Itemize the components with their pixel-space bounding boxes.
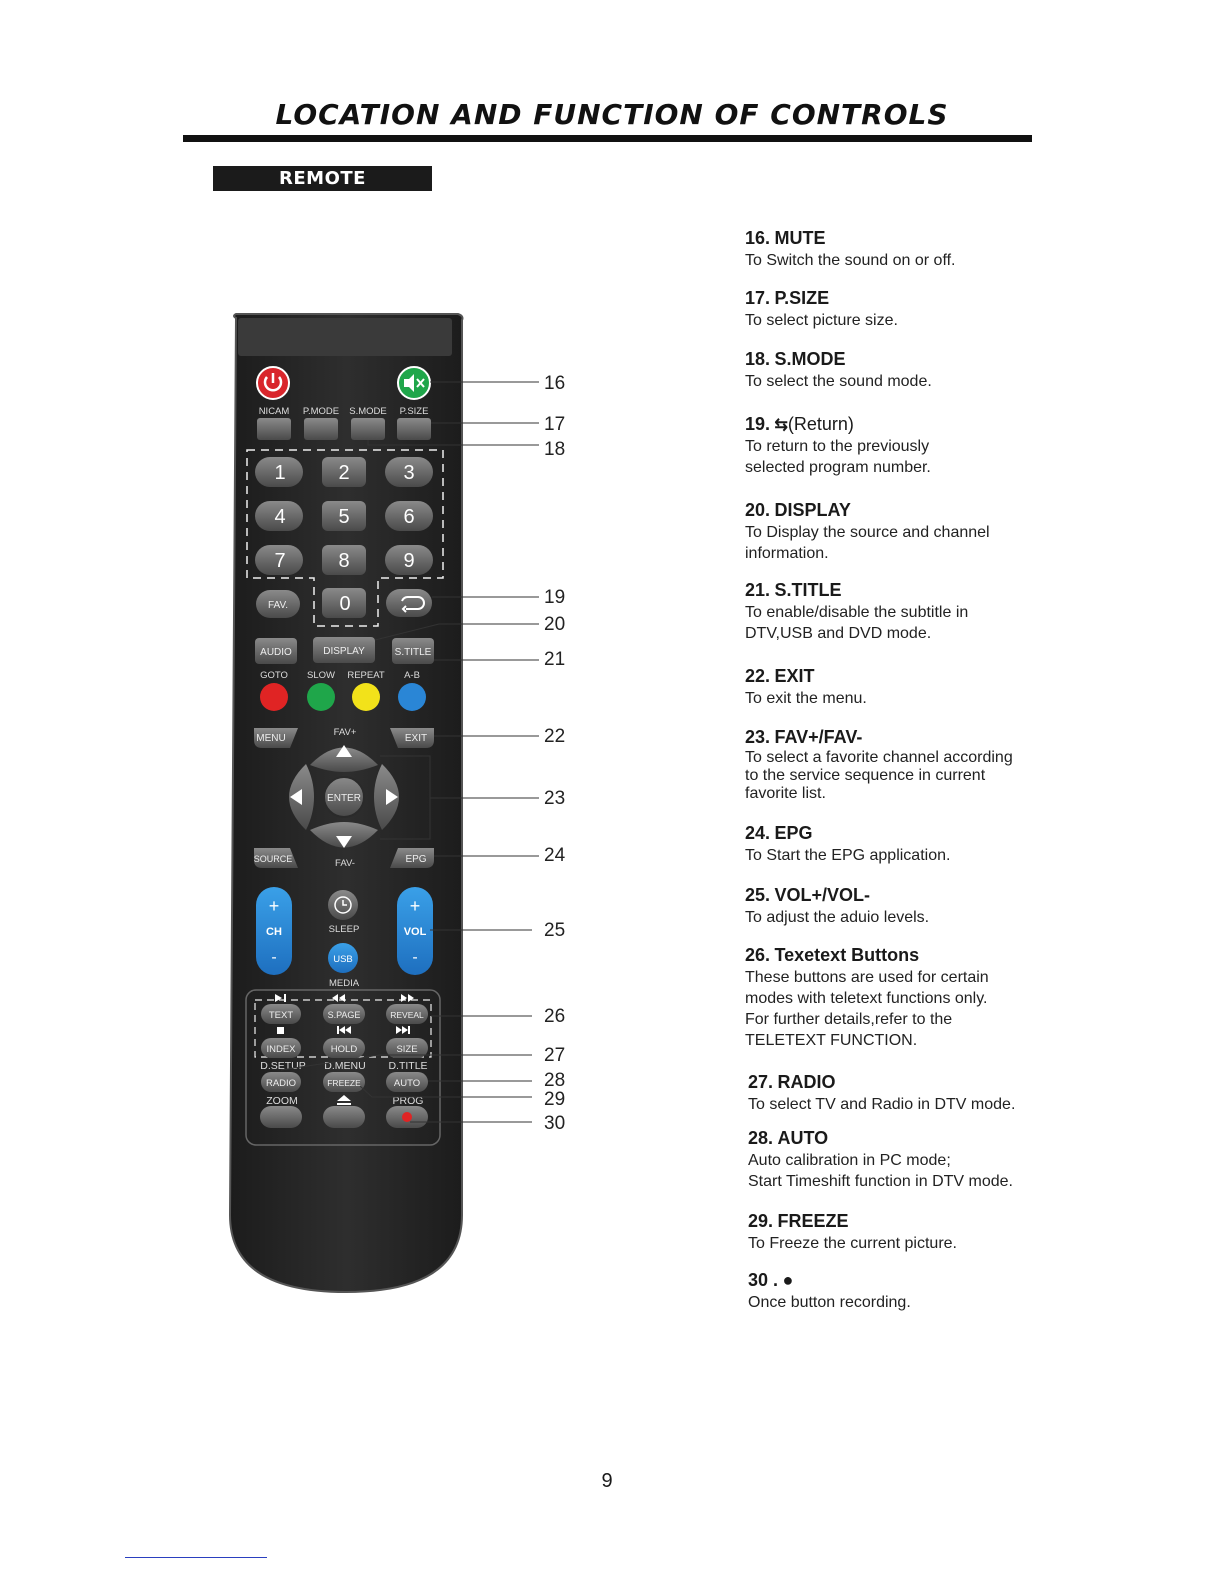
callout-number: 18 xyxy=(544,439,566,460)
nicam-button xyxy=(257,418,291,440)
page-title: LOCATION AND FUNCTION OF CONTROLS xyxy=(275,98,949,131)
red-key xyxy=(260,683,288,711)
audio-label: AUDIO xyxy=(260,647,292,658)
ab-label: A-B xyxy=(404,670,420,681)
pmode-label: P.MODE xyxy=(302,406,340,417)
digit-label: 6 xyxy=(403,506,415,528)
yellow-key xyxy=(352,683,380,711)
digit-label: 4 xyxy=(274,506,286,528)
function-item: 30 . ● Once button recording. xyxy=(748,1270,911,1311)
dtitle-label: D.TITLE xyxy=(388,1060,428,1072)
fav-minus-label: FAV- xyxy=(335,858,355,869)
return-button xyxy=(386,589,432,617)
nicam-label: NICAM xyxy=(258,406,290,417)
fav-plus-label: FAV+ xyxy=(333,727,357,738)
callout-number: 20 xyxy=(544,614,566,635)
function-item: 22. EXIT To exit the menu. xyxy=(745,666,867,707)
exit-label: EXIT xyxy=(404,733,428,744)
green-key xyxy=(307,683,335,711)
vol-plus-label: + xyxy=(409,896,421,916)
zoom-label: ZOOM xyxy=(266,1095,298,1107)
function-item: 27. RADIO To select TV and Radio in DTV mode. xyxy=(748,1072,1016,1113)
callout-number: 22 xyxy=(544,726,566,747)
digit-label: 0 xyxy=(339,593,351,615)
callout-number: 24 xyxy=(544,845,566,866)
remote-ir-window xyxy=(238,318,452,356)
media-label: MEDIA xyxy=(328,978,360,989)
repeat-label: REPEAT xyxy=(347,670,385,681)
spage-label: S.PAGE xyxy=(327,1010,361,1020)
slow-label: SLOW xyxy=(307,670,335,681)
blue-key xyxy=(398,683,426,711)
function-item: 26. Texetext Buttons These buttons are used for certain modes with teletext functions only. For further details,refer to the TELETEXT FUNCTION. xyxy=(745,945,989,1049)
ch-minus-label: - xyxy=(271,949,277,966)
reveal-label: REVEAL xyxy=(390,1010,424,1020)
psize-label: P.SIZE xyxy=(399,406,429,417)
sleep-label: SLEEP xyxy=(328,924,360,935)
callout-number: 17 xyxy=(544,414,566,435)
stitle-label: S.TITLE xyxy=(394,647,432,658)
callout-number: 26 xyxy=(544,1006,566,1027)
epg-label: EPG xyxy=(405,854,427,865)
function-item: 28. AUTO Auto calibration in PC mode; Start Timeshift function in DTV mode. xyxy=(748,1128,1013,1190)
auto-label: AUTO xyxy=(393,1078,421,1089)
display-label: DISPLAY xyxy=(323,646,365,657)
callout-number: 27 xyxy=(544,1045,566,1066)
pmode-button xyxy=(304,418,338,440)
digit-label: 5 xyxy=(338,506,350,528)
digit-label: 8 xyxy=(338,550,350,572)
menu-label: MENU xyxy=(256,733,286,744)
dsetup-label: D.SETUP xyxy=(260,1060,306,1072)
digit-label: 1 xyxy=(274,462,286,484)
fav-label: FAV. xyxy=(267,600,289,611)
callout-number: 28 xyxy=(544,1070,566,1091)
digit-label: 3 xyxy=(403,462,415,484)
radio-label: RADIO xyxy=(265,1078,297,1089)
prog-label: PROG xyxy=(392,1095,424,1107)
function-item: 21. S.TITLE To enable/disable the subtitle in DTV,USB and DVD mode. xyxy=(745,580,969,642)
ch-label: CH xyxy=(266,926,282,938)
smode-button xyxy=(351,418,385,440)
smode-label: S.MODE xyxy=(349,406,387,417)
psize-button xyxy=(397,418,431,440)
callout-number: 21 xyxy=(544,649,566,670)
vol-minus-label: - xyxy=(412,949,418,966)
goto-label: GOTO xyxy=(260,670,288,681)
text-label: TEXT xyxy=(268,1010,294,1021)
digit-label: 9 xyxy=(403,550,415,572)
function-item: 25. VOL+/VOL- To adjust the aduio levels. xyxy=(745,885,930,926)
vol-label: VOL xyxy=(403,926,427,938)
usb-label: USB xyxy=(333,954,353,965)
section-badge: REMOTE CONTROLLER xyxy=(213,166,432,191)
dmenu-label: D.MENU xyxy=(324,1060,366,1072)
index-label: INDEX xyxy=(266,1044,296,1055)
callout-number: 30 xyxy=(544,1113,566,1134)
function-item: 16. MUTE To Switch the sound on or off. xyxy=(745,228,956,269)
function-item: 20. DISPLAY To Display the source and channel information. xyxy=(745,500,990,562)
function-item: 18. S.MODE To select the sound mode. xyxy=(745,349,932,390)
source-label: SOURCE xyxy=(253,854,293,864)
callout-number: 25 xyxy=(544,920,566,941)
eject-button xyxy=(323,1106,365,1128)
callout-number: 29 xyxy=(544,1089,566,1110)
function-item: 23. FAV+/FAV- To select a favorite channel according to the service sequence in current favorite list. xyxy=(745,727,1013,802)
record-icon xyxy=(402,1112,412,1122)
callout-number: 23 xyxy=(544,788,566,809)
hold-label: HOLD xyxy=(330,1044,358,1055)
zoom-button xyxy=(260,1106,302,1128)
stop-icon xyxy=(277,1027,284,1034)
size-label: SIZE xyxy=(396,1044,418,1055)
page-number: 9 xyxy=(601,1470,613,1492)
ch-plus-label: + xyxy=(268,896,280,916)
return-icon: ⇆ xyxy=(774,417,788,434)
footer-rule xyxy=(125,1557,267,1558)
function-item: 24. EPG To Start the EPG application. xyxy=(745,823,951,864)
callout-number: 16 xyxy=(544,373,566,394)
function-item: 19. ⇆(Return) To return to the previously selected program number. xyxy=(745,414,931,476)
enter-label: ENTER xyxy=(327,793,361,804)
record-icon: ● xyxy=(782,1270,794,1290)
digit-label: 2 xyxy=(338,462,350,484)
function-item: 17. P.SIZE To select picture size. xyxy=(745,288,898,329)
freeze-label: FREEZE xyxy=(327,1078,361,1088)
callout-number: 19 xyxy=(544,587,566,608)
digit-label: 7 xyxy=(274,550,286,572)
function-item: 29. FREEZE To Freeze the current picture. xyxy=(748,1211,957,1252)
